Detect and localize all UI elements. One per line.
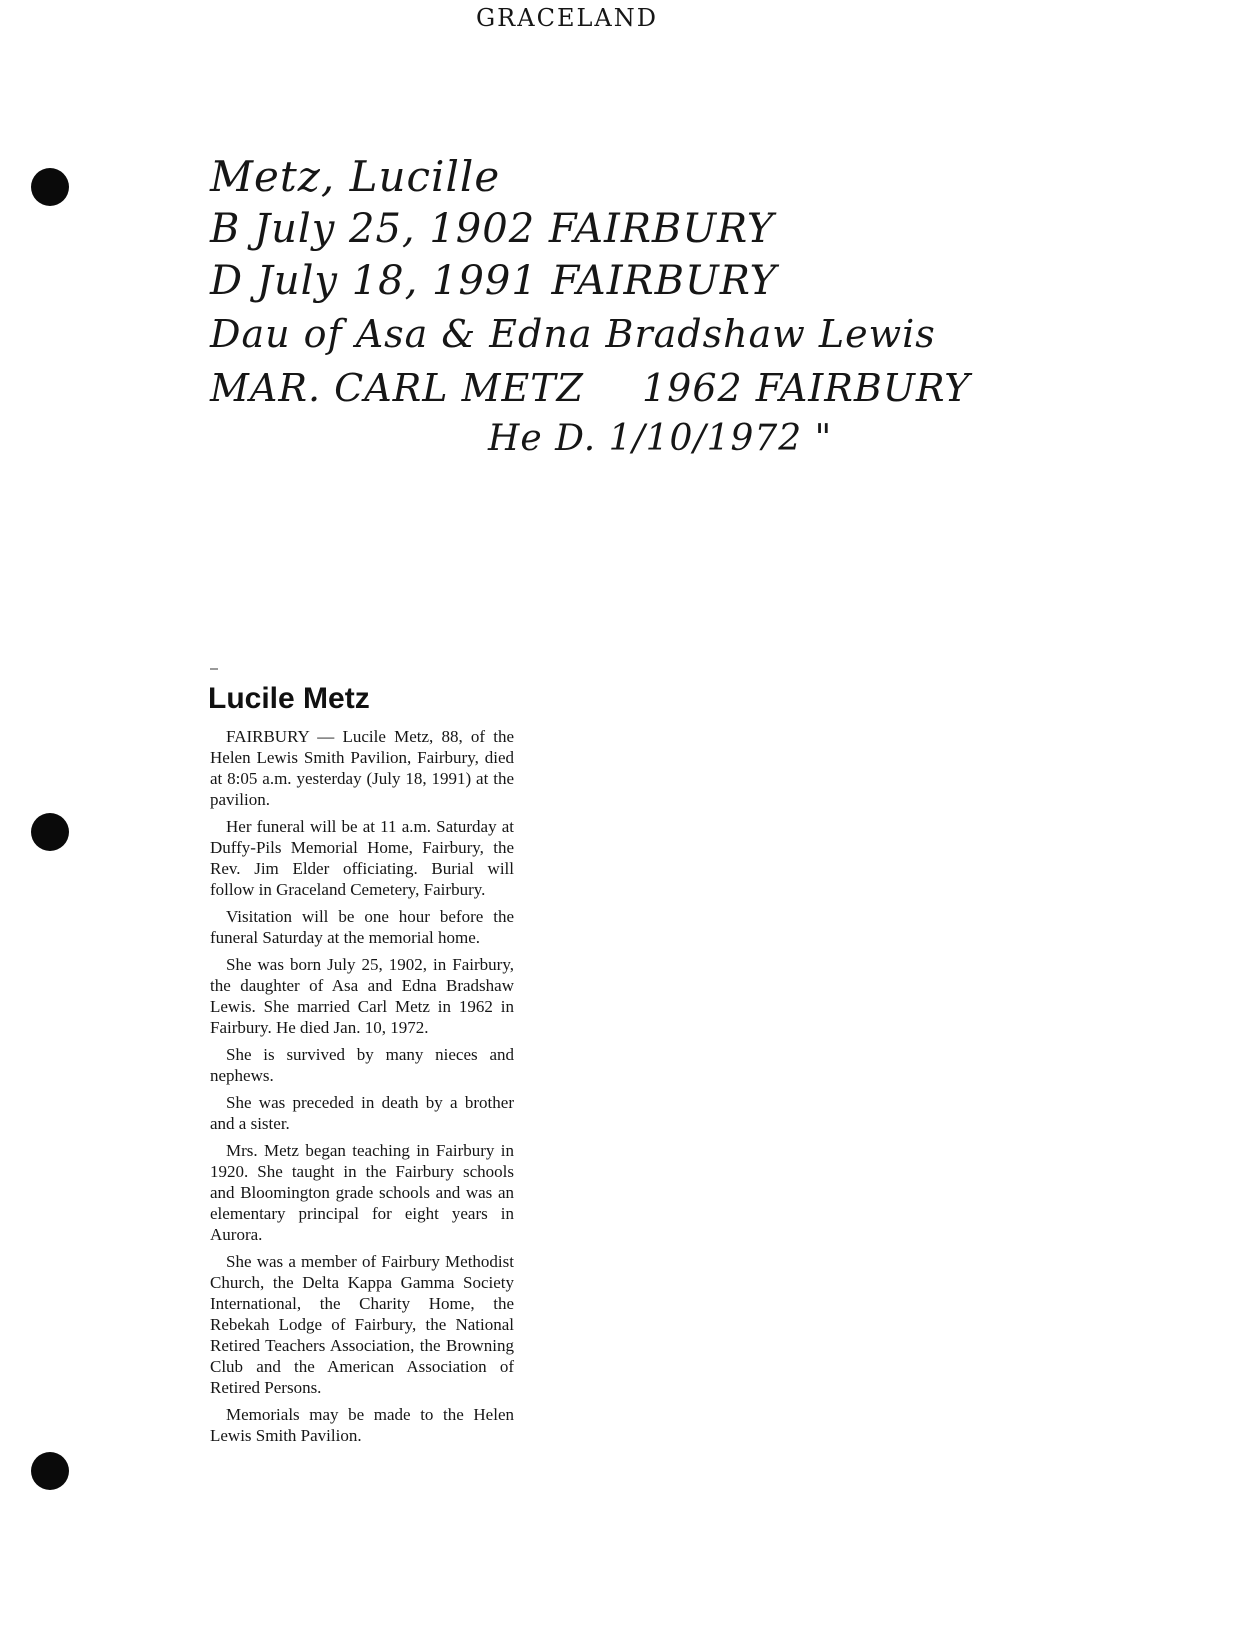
handwritten-marriage: MAR. CARL METZ <box>210 366 584 410</box>
obituary-paragraph: Memorials may be made to the Helen Lewis Smith Pavilion. <box>210 1405 514 1445</box>
obituary-title: Lucile Metz <box>208 682 370 715</box>
obituary-paragraph: Her funeral will be at 11 a.m. Saturday at Duffy-Pils Memorial Home, Fairbury, the Rev. Jim Elder officiating. Burial will follow in Graceland Cemetery, Fairbury. <box>210 817 514 899</box>
handwritten-cemetery-label: GRACELAND <box>476 4 658 32</box>
handwritten-birth: B July 25, 1902 FAIRBURY <box>210 206 775 252</box>
handwritten-death: D July 18, 1991 FAIRBURY <box>210 258 778 304</box>
obituary-body <box>210 726 514 1452</box>
obituary-paragraph: She was born July 25, 1902, in Fairbury, the daughter of Asa and Edna Bradshaw Lewis. She married Carl Metz in 1962 in Fairbury. He died Jan. 10, 1972. <box>210 955 514 1037</box>
handwritten-name: Metz, Lucille <box>210 152 501 201</box>
obituary-paragraph: Mrs. Metz began teaching in Fairbury in 1920. She taught in the Fairbury schools and Bloomington grade schools and was an elementary principal for eight years in Aurora. <box>210 1141 514 1244</box>
obituary-paragraph: FAIRBURY — Lucile Metz, 88, of the Helen Lewis Smith Pavilion, Fairbury, died at 8:05 a.m. yesterday (July 18, 1991) at the pavilion. <box>210 727 514 809</box>
clipping-mark <box>210 668 218 670</box>
binder-hole <box>31 813 69 851</box>
obituary-paragraph: She is survived by many nieces and nephews. <box>210 1045 514 1085</box>
obituary-paragraph: Visitation will be one hour before the funeral Saturday at the memorial home. <box>210 907 514 947</box>
binder-hole <box>31 1452 69 1490</box>
handwritten-parents: Dau of Asa & Edna Bradshaw Lewis <box>210 312 936 356</box>
handwritten-marriage-place: 1962 FAIRBURY <box>642 366 971 410</box>
handwritten-spouse-death: He D. 1/10/1972 " <box>488 418 833 459</box>
obituary-paragraph: She was preceded in death by a brother and a sister. <box>210 1093 514 1133</box>
obituary-paragraph: She was a member of Fairbury Methodist Church, the Delta Kappa Gamma Society International, the Charity Home, the Rebekah Lodge of Fairbury, the National Retired Teachers Association, the Browning Club and the American Association of Retired Persons. <box>210 1252 514 1397</box>
binder-hole <box>31 168 69 206</box>
